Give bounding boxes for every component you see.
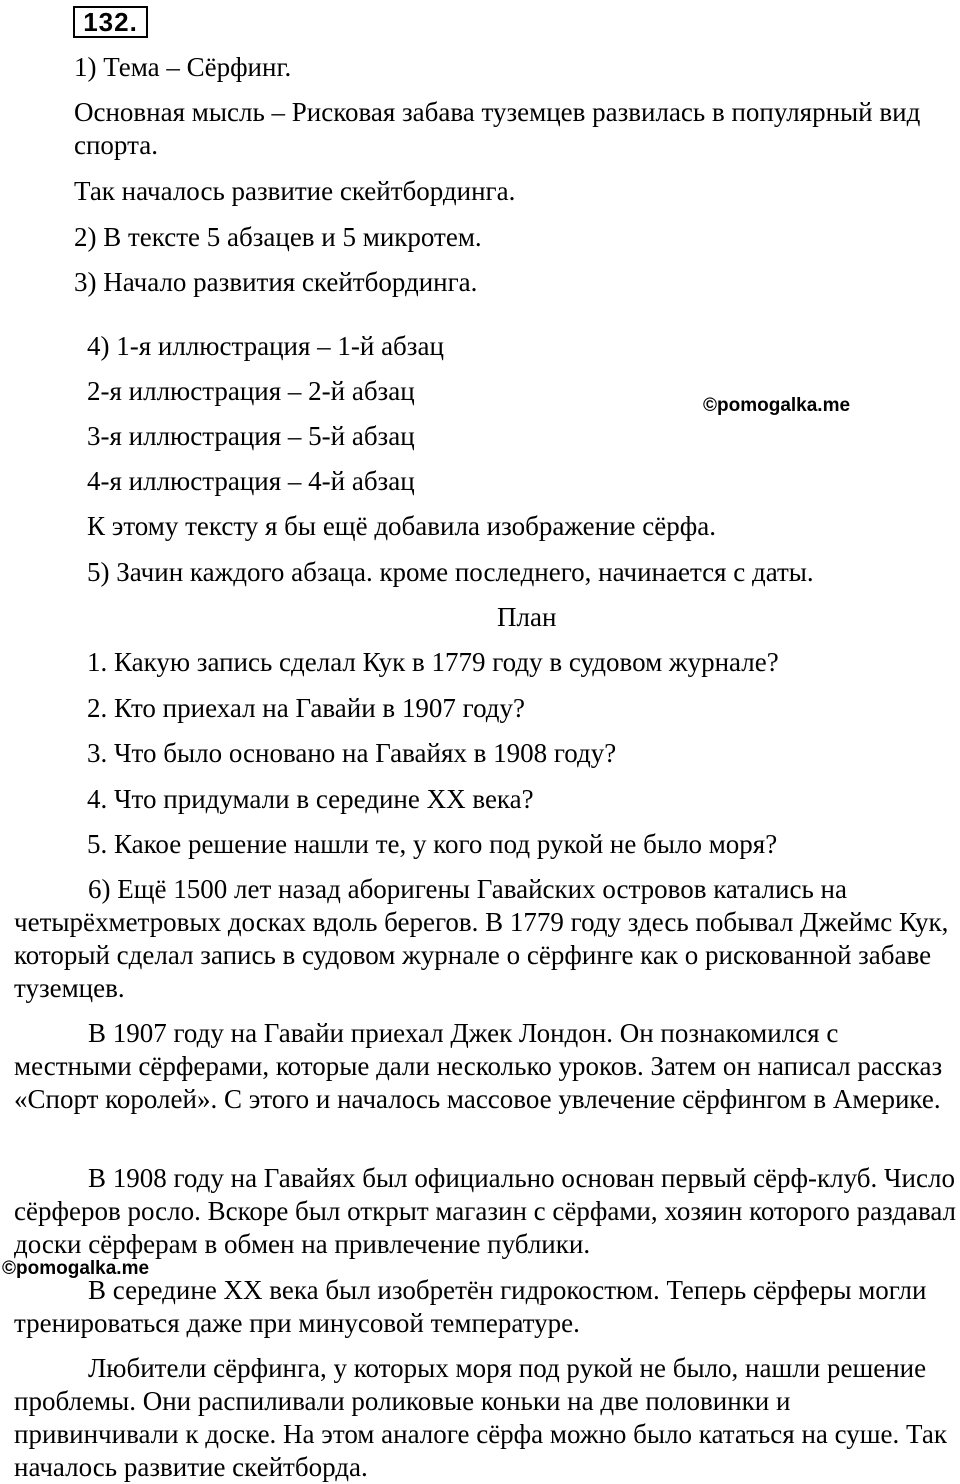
main-idea-text: Основная мысль – Рисковая забава туземцев развилась в популярный вид спорта. xyxy=(74,97,921,160)
answer-title: 3) Начало развития скейтбординга. xyxy=(74,267,478,297)
plan-item: 2. Кто приехал на Гавайи в 1907 году? xyxy=(87,693,526,723)
plan-item: 1. Какую запись сделал Кук в 1779 году в судовом журнале? xyxy=(87,647,779,677)
illustration-line: 3-я иллюстрация – 5-й абзац xyxy=(87,421,415,451)
illustration-line: 4) 1-я иллюстрация – 1-й абзац xyxy=(87,331,444,361)
plan-item: 3. Что было основано на Гавайях в 1908 году? xyxy=(87,738,617,768)
plan-item: 4. Что придумали в середине XX века? xyxy=(87,784,534,814)
answer-idea-extra: Так началось развитие скейтбординга. xyxy=(74,176,516,206)
plan-item: 5. Какое решение нашли те, у кого под рукой не было моря? xyxy=(87,829,778,859)
answer-main-idea xyxy=(74,96,944,162)
illustration-line: 4-я иллюстрация – 4-й абзац xyxy=(87,466,415,496)
retelling-paragraph-4: В середине XX века был изобретён гидрокостюм. Теперь сёрферы могли тренироваться даже при минусовой температуре. xyxy=(14,1275,927,1338)
retelling-paragraph-5: Любители сёрфинга, у которых моря под рукой не было, нашли решение проблемы. Они распиливали роликовые коньки на две половинки и привинчивали к доске. На этом аналоге сёрфа можно было кататься на суше. Так началось развитие скейтборда. xyxy=(14,1353,947,1482)
task-number: 132. xyxy=(73,6,148,38)
watermark-top: ©pomogalka.me xyxy=(703,395,851,416)
retelling-paragraph-1: 6) Ещё 1500 лет назад аборигены Гавайских островов катались на четырёхметровых досках вдоль берегов. В 1779 году здесь побывал Джеймс Кук, который сделал запись в судовом журнале о сёрфинге как о рискованной забаве туземцев. xyxy=(14,874,949,1003)
answer-addition: К этому тексту я бы ещё добавила изображение сёрфа. xyxy=(87,511,716,541)
answer-openings: 5) Зачин каждого абзаца. кроме последнего, начинается с даты. xyxy=(87,557,814,587)
plan-heading: План xyxy=(497,602,557,632)
retelling-paragraph-3: В 1908 году на Гавайях был официально основан первый сёрф-клуб. Число сёрферов росло. Вскоре был открыт магазин с сёрфами, хозяин которого раздавал доски сёрферам в обмен на привлечение публики. xyxy=(14,1163,957,1259)
illustration-line: 2-я иллюстрация – 2-й абзац xyxy=(87,376,415,406)
answer-topic: 1) Тема – Сёрфинг. xyxy=(74,52,292,82)
watermark-bottom: ©pomogalka.me xyxy=(2,1258,150,1279)
answer-paragraphs-count: 2) В тексте 5 абзацев и 5 микротем. xyxy=(74,222,482,252)
retelling-paragraph-2: В 1907 году на Гавайи приехал Джек Лондон. Он познакомился с местными сёрферами, которые дали несколько уроков. Затем он написал рассказ «Спорт королей». С этого и началось массовое увлечение сёрфингом в Америке. xyxy=(14,1018,943,1114)
